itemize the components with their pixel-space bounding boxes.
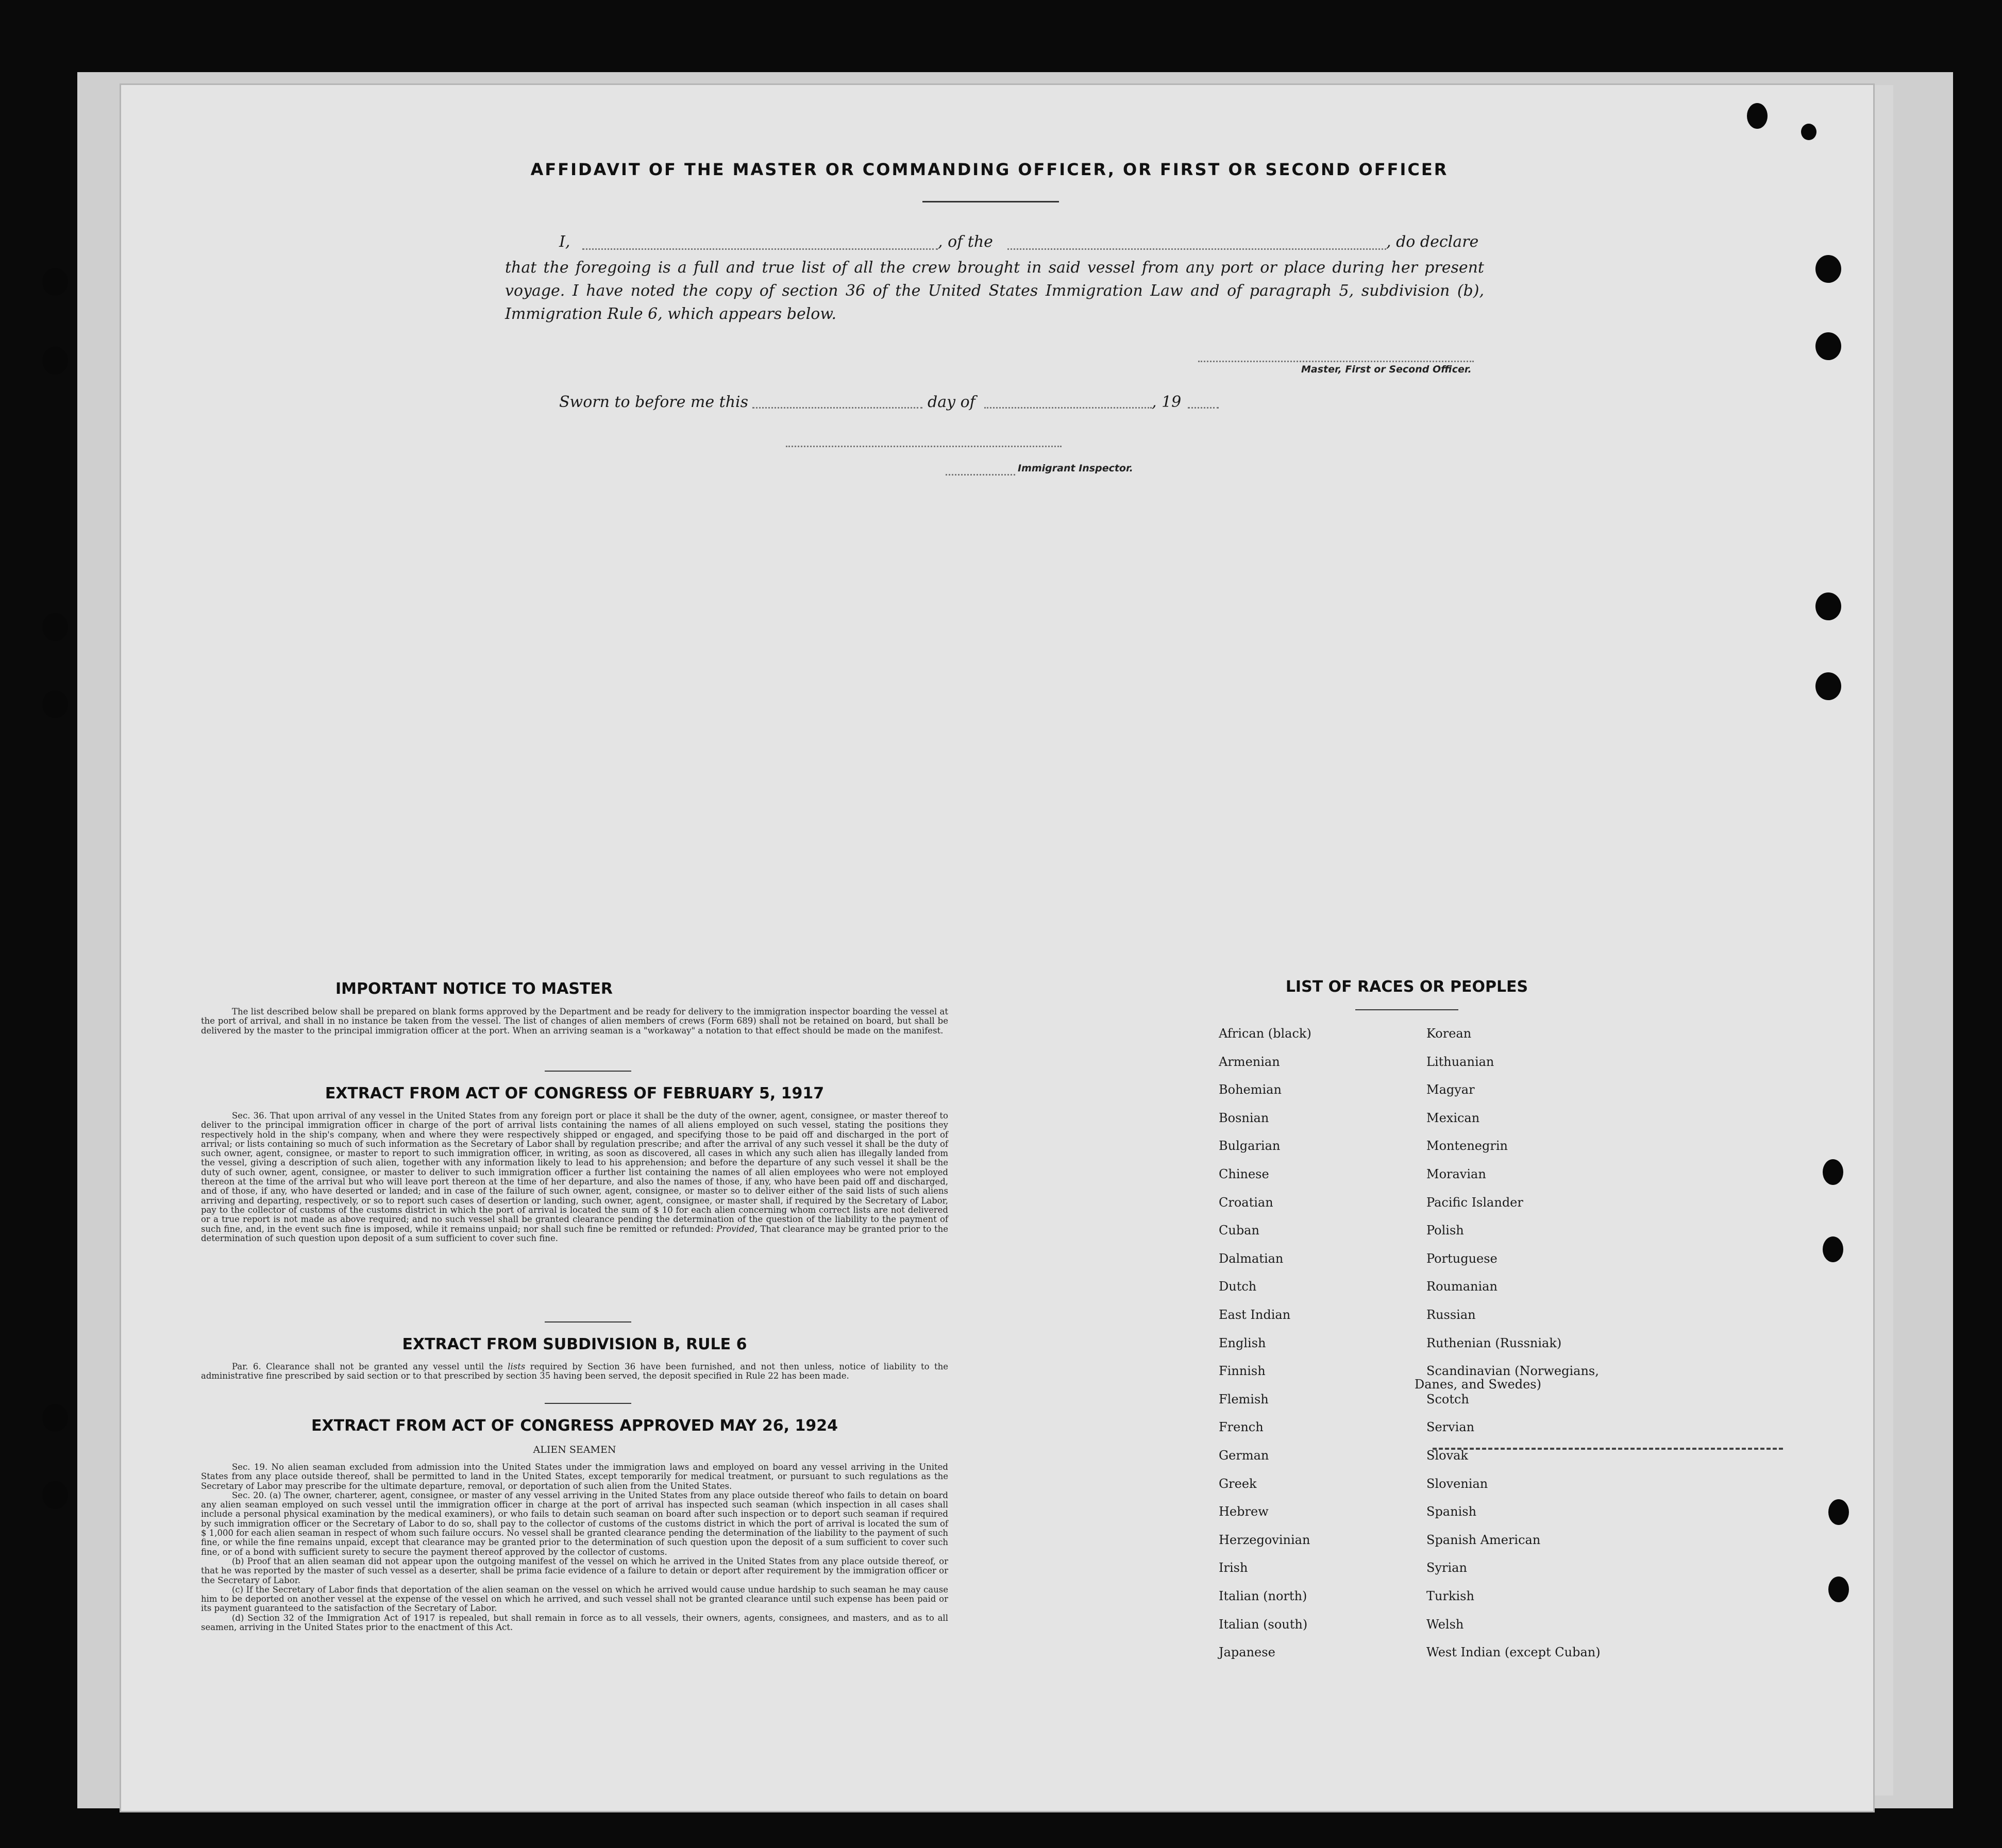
binder-hole <box>1823 1236 1843 1262</box>
inspector-caption: Immigrant Inspector. <box>1018 463 1133 474</box>
extract-1924-paragraph: Sec. 20. (a) The owner, charterer, agent, consignee, or master of any vessel arriving in the United States from any place outside thereof who fails to detain on board any alien seaman employed on such vessel until the immigration officer in charge at the port of arrival has inspected such seaman (which inspection in all cases shall include a personal physical examination by the medical examiners), or who fails to detain such seaman on board after such inspection or to deport such seaman if required by such immigration officer or the Secretary of Labor to do so, shall pay to the collector of customs of the customs district in which the port of arrival is located the sum of $ 1,000 for each alien seaman in respect of whom such failure occurs. No vessel shall be granted clearance pending the determination of the liability to the payment of such fine, or while the fine remains unpaid, except that clearance may be granted prior to the determination of such question upon the deposit of a sum sufficient to cover such fine, or of a bond with sufficient surety to secure the payment thereof approved by the collector of customs. <box>201 1490 949 1557</box>
binder-hole <box>1815 255 1841 283</box>
binder-hole <box>1828 1576 1849 1602</box>
extract-1924-paragraph: (c) If the Secretary of Labor finds that deportation of the alien seaman on the vessel on which he arrived would cause undue hardship to such seaman he may cause him to be deported on another vessel at the expense of the vessel on which he arrived, and such vessel shall not be granted clearance until such expense has been paid or its payment guaranteed to the satisfaction of the Secretary of Labor. <box>201 1584 948 1614</box>
signature-caption: Master, First or Second Officer. <box>1301 364 1472 375</box>
extract-rule6-lists: lists <box>508 1362 526 1371</box>
race-item: Polish <box>1426 1223 1464 1238</box>
race-item: Welsh <box>1426 1617 1464 1632</box>
race-item: Italian (south) <box>1219 1617 1308 1632</box>
binder-hole <box>1823 1159 1843 1185</box>
race-item: Armenian <box>1219 1054 1280 1069</box>
race-item: Dalmatian <box>1219 1251 1284 1266</box>
race-item: Scotch <box>1426 1392 1469 1406</box>
race-item: Servian <box>1426 1420 1475 1435</box>
binder-hole <box>42 613 68 641</box>
notice-text: The list described below shall be prepared on blank forms approved by the Department and be ready for delivery to the immigration inspector boarding the vessel at the port of arrival, and shall in no instance be taken from the vessel. The list of changes of alien members of crews (Form 689) shall not be retained on board, but shall be delivered by the master to the principal immigration officer at the port. When an arriving seaman is a "workaway" a notation to that effect should be made on the manifest. <box>201 1007 948 1036</box>
race-item: Slovak <box>1426 1448 1468 1463</box>
race-item: Hebrew <box>1219 1504 1269 1519</box>
race-item: Spanish American <box>1426 1532 1541 1547</box>
race-item: Finnish <box>1219 1364 1266 1379</box>
race-item: Chinese <box>1219 1167 1269 1181</box>
binder-hole <box>42 1404 68 1432</box>
sworn-year-blank[interactable] <box>1188 407 1219 409</box>
extract-1917-body: Sec. 36. That upon arrival of any vessel in the United States from any foreign port or place it shall be the duty of the owner, agent, consignee, or master thereof to deliver to the principal immigration officer in charge of the port of arrival lists containing the names of all aliens employed on such vessel, stating the positions they respectively hold in the ship's company, when and where they were respectively shipped or engaged, and specifying those to be paid off and discharged in the port of arrival; or lists containing so much of such information as the Secretary of Labor shall by regulation prescribe; and after the arrival of any such vessel it shall be the duty of such owner, agent, consignee, or master to report to such immigration officer, in writing, as soon as discovered, all cases in which any such alien has illegally landed from the vessel, giving a description of such alien, together with any information likely to lead to his apprehension; and before the departure of any such vessel it shall be the duty of such owner, agent, consignee, or master to deliver to such immigration officer a further list containing the names of all alien employees who were not employed thereon at the time of the arrival but who will leave port thereon at the time of her departure, and also the names of those, if any, who have been paid off and discharged, and of those, if any, who have deserted or landed; and in case of the failure of such owner, agent, consignee, or master so to deliver either of the said lists of such aliens arriving and departing, respectively, or so to report such cases of desertion or landing, such owner, agent, consignee, or master shall, if required by the Secretary of Labor, pay to the collector of customs of the customs district in which the port of arrival is located the sum of $ 10 for each alien concerning whom correct lists are not delivered or a true report is not made as above required; and no such vessel shall be granted clearance pending the determination of the question of the liability to the payment of such fine, and, in the event such fine is imposed, while it remains unpaid; nor shall such fine be remitted or refunded: <box>201 1111 948 1234</box>
extract-1924-paragraph: (b) Proof that an alien seaman did not appear upon the outgoing manifest of the vessel on which he arrived in the United States from any place outside thereof, or that he was reported by the master of such vessel as a deserter, shall be prima facie evidence of a failure to detain or deport after requirement by the immigration officer or the Secretary of Labor. <box>201 1556 948 1585</box>
races-heading-underline <box>1355 1009 1458 1010</box>
inspector-prefix-blank[interactable] <box>946 474 1015 476</box>
race-item: Bosnian <box>1219 1110 1269 1125</box>
race-item: Magyar <box>1426 1082 1475 1097</box>
race-item: Greek <box>1219 1476 1257 1491</box>
vessel-blank[interactable] <box>1007 248 1386 250</box>
race-item: Croatian <box>1219 1195 1273 1210</box>
extract-1924-paragraph: Sec. 19. No alien seaman excluded from admission into the United States under the immigration laws and employed on board any vessel arriving in the United States from any place outside thereof, shall be permitted to land in the United States, except temporarily for medical treatment, or pursuant to such regulations as the Secretary of Labor may prescribe for the ultimate departure, removal, or deportation of such alien from the United States. <box>201 1462 948 1491</box>
extract-rule6-text-a: Par. 6. Clearance shall not be granted any vessel until the <box>232 1362 503 1371</box>
affidavit-of-the-label: , of the <box>938 233 993 251</box>
binder-hole <box>42 1481 68 1509</box>
race-item: Japanese <box>1219 1645 1275 1660</box>
race-item: Cuban <box>1219 1223 1259 1238</box>
race-item: Danes, and Swedes) <box>1415 1377 1541 1392</box>
inspector-signature-blank[interactable] <box>786 446 1062 447</box>
race-item: Slovenian <box>1426 1476 1488 1491</box>
race-item: Roumanian <box>1426 1279 1498 1294</box>
race-item: African (black) <box>1219 1026 1311 1041</box>
race-item: Portuguese <box>1426 1251 1498 1266</box>
affidavit-title: AFFIDAVIT OF THE MASTER OR COMMANDING OFFICER, OR FIRST OR SECOND OFFICER <box>530 160 1449 179</box>
extract-rule6-text-b: required by Section 36 have been furnished, and not then unless, notice of liability to the administrative fine prescribed by said section or to that prescribed by section 35 having been served, the deposit specified in Rule 22 has been made. <box>201 1362 948 1381</box>
race-item: Dutch <box>1219 1279 1257 1294</box>
sworn-day-blank[interactable] <box>752 407 922 409</box>
binder-hole <box>1815 592 1841 620</box>
race-item: Flemish <box>1219 1392 1269 1406</box>
name-blank[interactable] <box>582 248 938 250</box>
race-item: Bulgarian <box>1219 1139 1281 1154</box>
binder-hole <box>1815 672 1841 700</box>
race-item: German <box>1219 1448 1269 1463</box>
binder-hole <box>1828 1499 1849 1525</box>
race-item: Moravian <box>1426 1167 1486 1181</box>
section-divider <box>545 1321 631 1323</box>
race-item: Spanish <box>1426 1504 1477 1519</box>
race-item: East Indian <box>1219 1308 1291 1322</box>
races-heading: LIST OF RACES OR PEOPLES <box>1285 978 1528 996</box>
sworn-month-blank[interactable] <box>984 407 1152 409</box>
extract-1924-text <box>201 1463 948 1632</box>
binder-hole <box>42 347 68 375</box>
affidavit-declare-label: , do declare <box>1386 233 1479 251</box>
race-item: Ruthenian (Russniak) <box>1426 1335 1562 1350</box>
binder-hole <box>1801 124 1816 140</box>
race-item: Pacific Islander <box>1426 1195 1523 1210</box>
signature-blank[interactable] <box>1198 361 1474 362</box>
notice-heading: IMPORTANT NOTICE TO MASTER <box>335 980 613 998</box>
title-underline <box>922 201 1059 202</box>
affidavit-body: that the foregoing is a full and true list of all the crew brought in said vessel from any port or place during her present voyage. I have noted the copy of section 36 of the United States Immigration Law and of paragraph 5, subdivision (b), Immigration Rule 6, which appears below. <box>505 259 1484 323</box>
extract-1924-heading: EXTRACT FROM ACT OF CONGRESS APPROVED MAY 26, 1924 <box>311 1417 838 1435</box>
race-item: Korean <box>1426 1026 1472 1041</box>
binder-hole <box>1815 332 1841 360</box>
race-item: West Indian (except Cuban) <box>1426 1645 1601 1660</box>
section-divider <box>545 1403 631 1404</box>
sworn-day-of: day of <box>928 393 975 411</box>
affidavit-i-label: I, <box>559 233 570 251</box>
race-item: Syrian <box>1426 1561 1467 1575</box>
sworn-prefix: Sworn to before me this <box>559 393 749 411</box>
race-item: Lithuanian <box>1426 1054 1494 1069</box>
extract-1917-end: That clearance may be granted prior to the determination of such question upon deposit of a sum sufficient to cover such fine. <box>201 1224 949 1243</box>
extract-rule6-text <box>201 1362 948 1381</box>
race-item: Russian <box>1426 1308 1476 1322</box>
binder-hole <box>42 690 68 718</box>
binder-hole <box>1747 103 1768 129</box>
section-divider <box>545 1071 631 1072</box>
race-item: Mexican <box>1426 1110 1480 1125</box>
race-item: Bohemian <box>1219 1082 1282 1097</box>
race-item: Montenegrin <box>1426 1139 1508 1154</box>
race-item: Irish <box>1219 1561 1248 1575</box>
extract-1917-provided: Provided, <box>716 1224 758 1234</box>
race-item: Scandinavian (Norwegians, <box>1426 1364 1599 1379</box>
extract-1924-paragraph: (d) Section 32 of the Immigration Act of 1917 is repealed, but shall remain in force as to all vessels, their owners, agents, consignees, and masters, and as to all seamen, arriving in the United States prior to the enactment of this Act. <box>201 1613 948 1633</box>
sworn-year: , 19 <box>1152 393 1182 411</box>
extract-rule6-heading: EXTRACT FROM SUBDIVISION B, RULE 6 <box>402 1335 747 1353</box>
extract-1924-subheading: ALIEN SEAMEN <box>533 1444 616 1455</box>
extract-1917-heading: EXTRACT FROM ACT OF CONGRESS OF FEBRUARY 5, 1917 <box>325 1084 825 1103</box>
extract-1917-text <box>201 1111 948 1243</box>
race-item: Herzegovinian <box>1219 1532 1310 1547</box>
race-item: French <box>1219 1420 1264 1435</box>
ink-stroke <box>1433 1448 1783 1450</box>
binder-hole <box>42 268 68 296</box>
race-item: Italian (north) <box>1219 1589 1307 1603</box>
race-item: Turkish <box>1426 1589 1474 1603</box>
race-item: English <box>1219 1335 1266 1350</box>
